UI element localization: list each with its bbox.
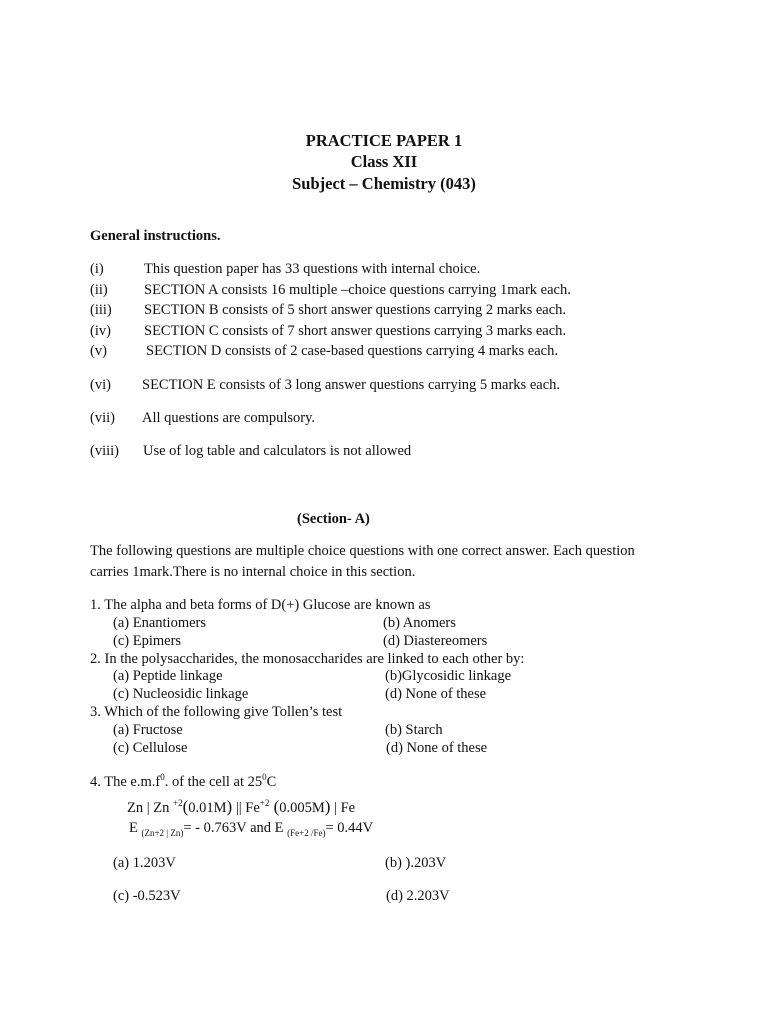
instruction-text: SECTION D consists of 2 case-based questions carrying 4 marks each. [146, 343, 558, 359]
instruction-num: (ii) [90, 282, 108, 298]
option: (d) 2.203V [386, 888, 450, 904]
cell-notation: Zn | Zn $^{+2}$(0.01M) || $Fe^{+2}$ (0.005M) | Fe [127, 797, 356, 816]
question-stem: 2. In the polysaccharides, the monosaccharides are linked to each other by: [90, 651, 525, 667]
option: (b) Anomers [383, 615, 456, 631]
option: (c) Epimers [113, 633, 182, 649]
class-label: Class XII [350, 152, 418, 171]
question-stem: 3. Which of the following give Tollen’s test [90, 704, 343, 720]
instructions-heading: General instructions. [90, 228, 221, 244]
instruction-num: (v) [90, 343, 107, 359]
option: (b)Glycosidic linkage [385, 668, 512, 684]
instruction-text: Use of log table and calculators is not allowed [143, 443, 412, 459]
option: (d) None of these [385, 686, 487, 702]
paper-title: PRACTICE PAPER 1 [305, 131, 463, 150]
instruction-num: (i) [90, 261, 104, 277]
instruction-num: (iv) [90, 323, 111, 339]
section-heading: (Section- A) [297, 511, 370, 527]
instruction-num: (vii) [90, 410, 115, 426]
option: (c) Nucleosidic linkage [113, 686, 249, 702]
instruction-text: SECTION B consists of 5 short answer questions carrying 2 marks each. [144, 302, 567, 318]
instruction-text: All questions are compulsory. [142, 410, 316, 426]
instruction-text: SECTION C consists of 7 short answer questions carrying 3 marks each. [144, 323, 567, 339]
instruction-num: (vi) [90, 377, 111, 393]
option: (c) Cellulose [113, 740, 188, 756]
option: (a) Fructose [113, 722, 183, 738]
subject-label: Subject – Chemistry (043) [292, 174, 476, 193]
option: (d) None of these [386, 740, 488, 756]
instruction-text: SECTION A consists 16 multiple –choice questions carrying 1mark each. [144, 282, 571, 298]
option: (a) 1.203V [113, 855, 176, 871]
section-intro-line: carries 1mark.There is no internal choice in this section. [90, 564, 416, 580]
option: (b) Starch [385, 722, 443, 738]
instruction-text: This question paper has 33 questions with internal choice. [144, 261, 481, 277]
section-intro-line: The following questions are multiple choice questions with one correct answer. Each question [90, 543, 635, 559]
option: (b) ).203V [385, 855, 447, 871]
question-stem: 4. The $e.m.f^0$. of the cell at $25^0C$ [90, 772, 277, 790]
instruction-num: (viii) [90, 443, 119, 459]
instruction-num: (iii) [90, 302, 112, 318]
electrode-potentials: E $_{(Zn+2 | Zn)}$= - 0.763V and E $_{(Fe+2 /Fe)}$= 0.44V [129, 820, 374, 838]
instruction-text: SECTION E consists of 3 long answer questions carrying 5 marks each. [142, 377, 561, 393]
option: (a) Enantiomers [113, 615, 207, 631]
option: (a) Peptide linkage [113, 668, 223, 684]
option: (d) Diastereomers [383, 633, 488, 649]
question-stem: 1. The alpha and beta forms of D(+) Glucose are known as [90, 597, 431, 613]
option: (c) -0.523V [113, 888, 181, 904]
